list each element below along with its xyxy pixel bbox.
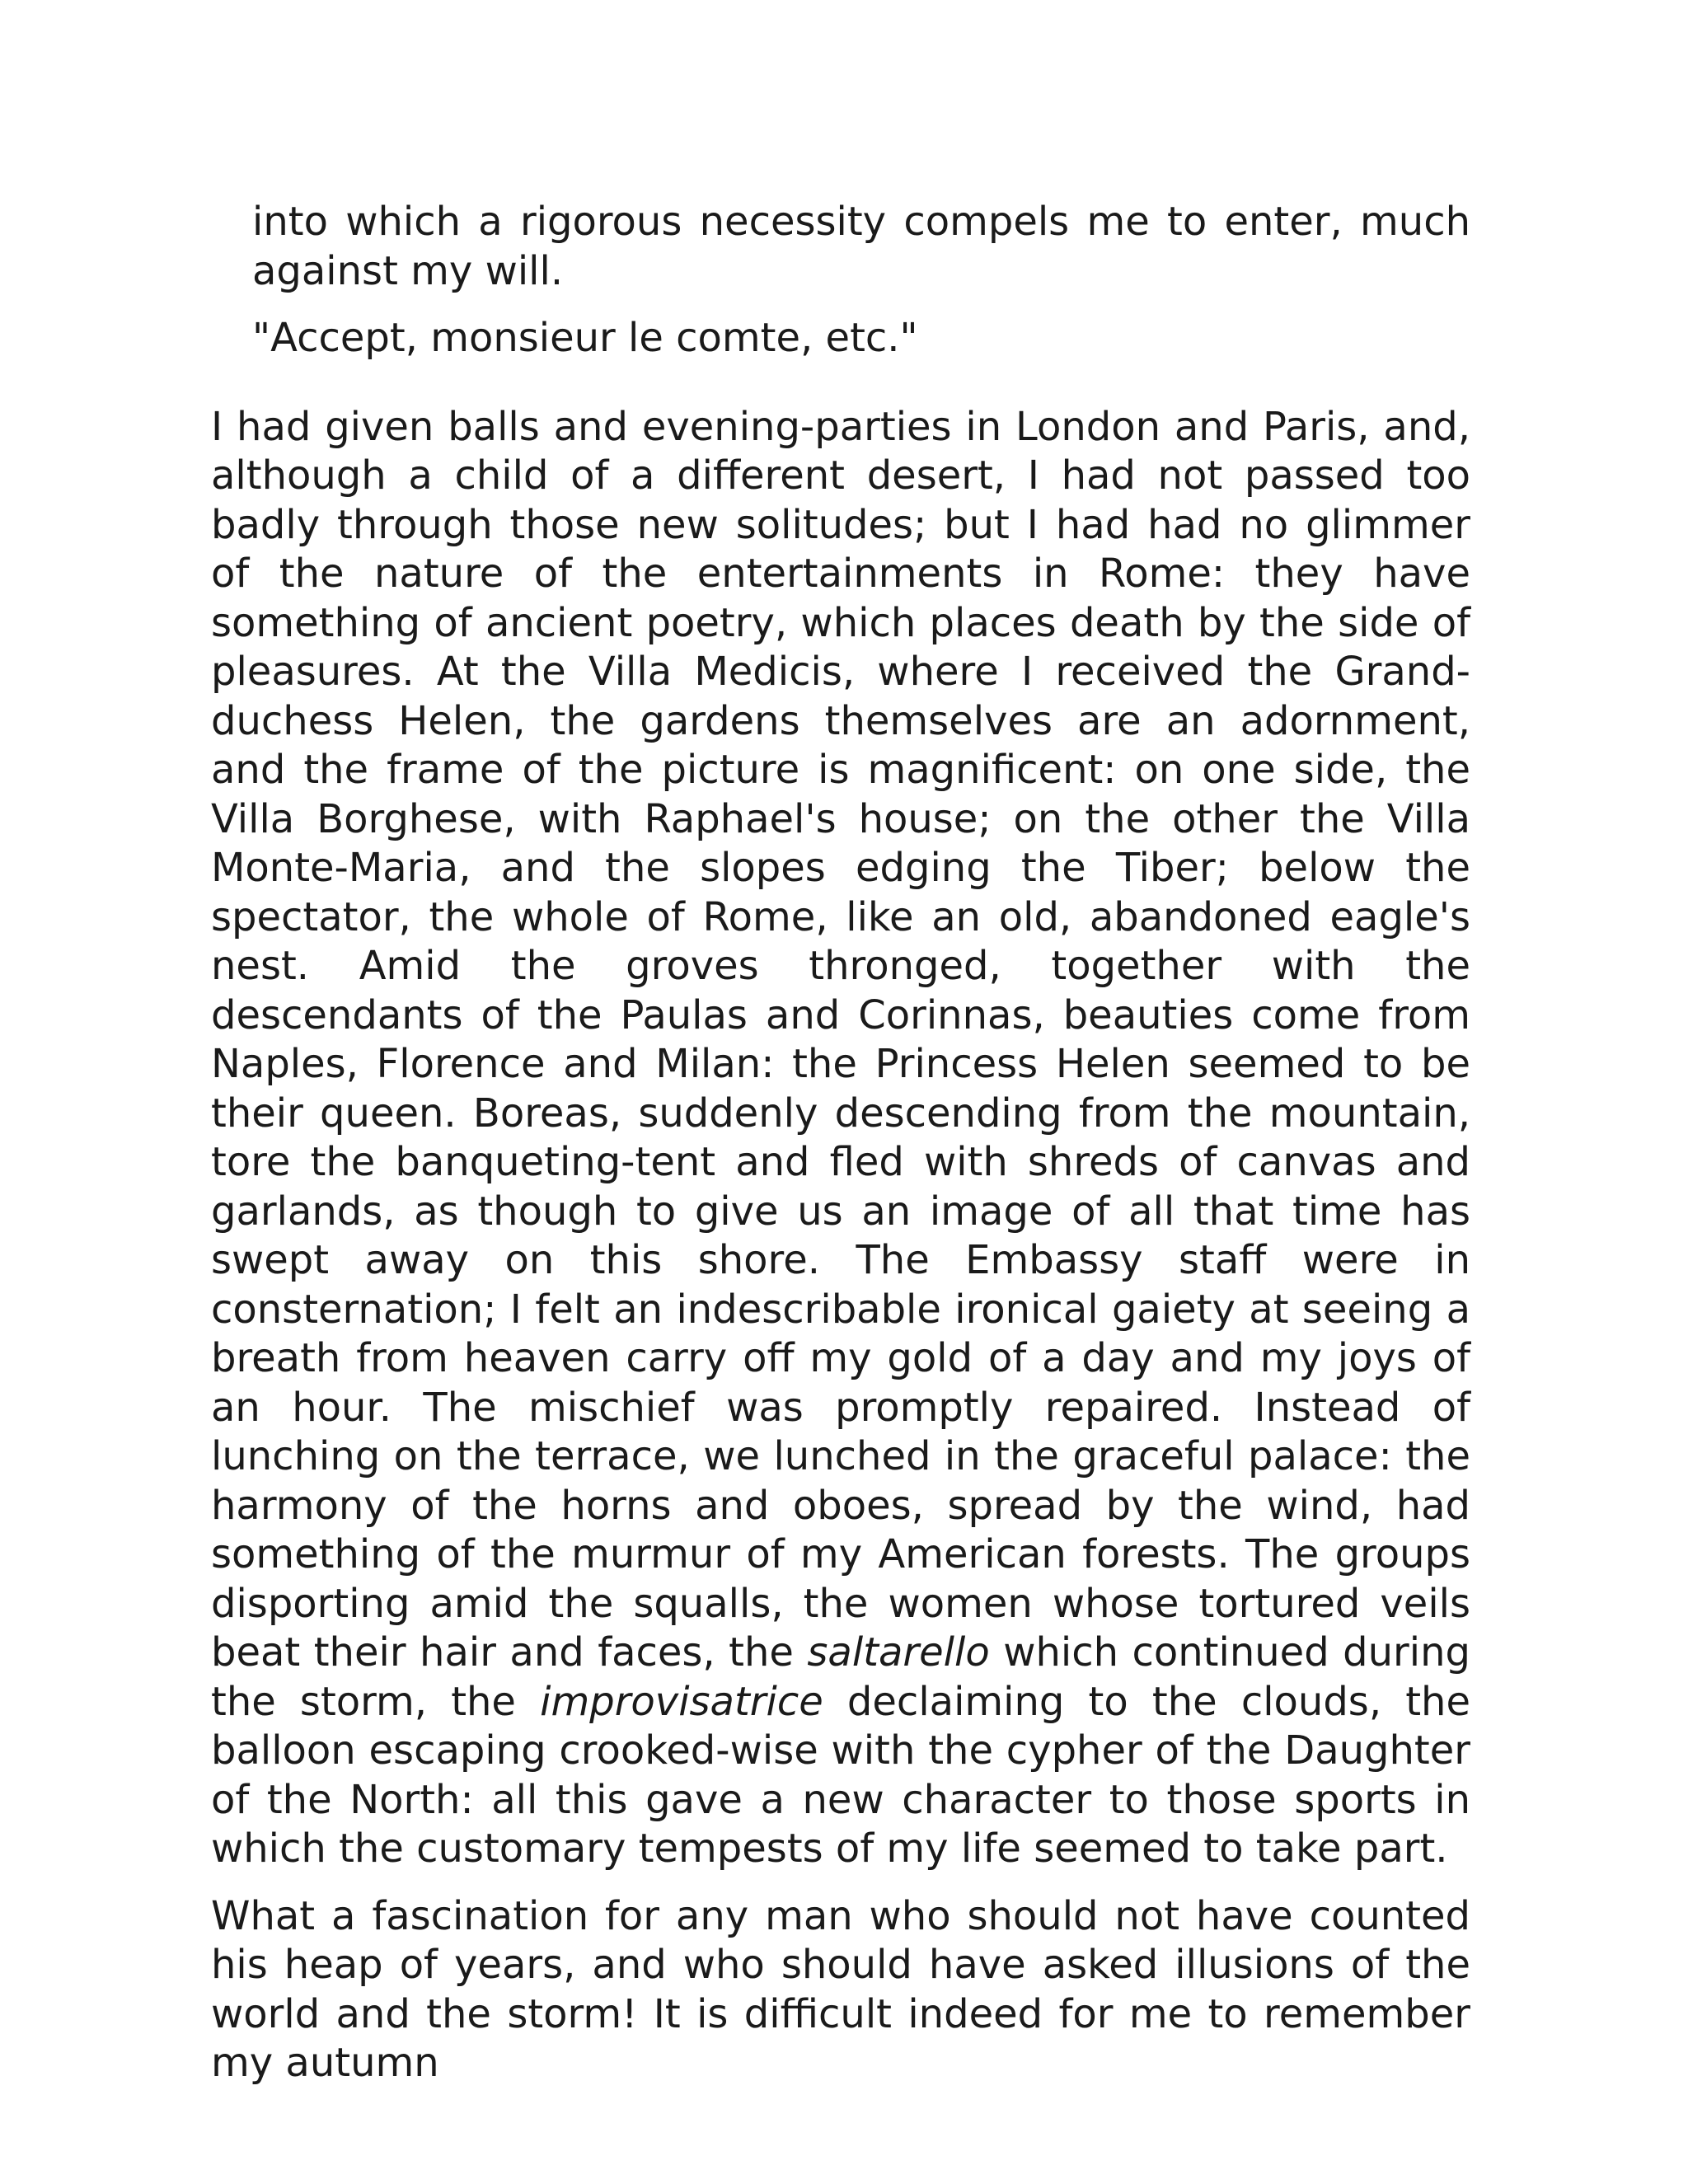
italic-term-improvisatrice: improvisatrice <box>540 1678 823 1725</box>
paragraph-text: which continued during the storm, the <box>211 1629 1471 1725</box>
paragraph-villa-medicis <box>211 403 1470 1874</box>
text-column <box>211 198 1470 2088</box>
paragraph-text: I had given balls and evening-parties in London and Paris, and, although a child of a different desert, I had not passed too badly through those new solitudes; but I had had no glimmer of the nature of the entertainments in Rome: they have something of ancient poetry, which places death by the side of pleasures. At the Villa Medicis, where I received the Grand-duchess Helen, the gardens themselves are an adornment, and the frame of the picture is magnificent: on one side, the Villa Borghese, with Raphael's house; on the other the Villa Monte-Maria, and the slopes edging the Tiber; below the spectator, the whole of Rome, like an old, abandoned eagle's nest. Amid the groves thronged, together with the descendants of the Paulas and Corinnas, beauties come from Naples, Florence and Milan: the Princess Helen seemed to be their queen. Boreas, suddenly descending from the mountain, tore the banqueting-tent and fled with shreds of canvas and garlands, as though to give us an image of all that time has swept away on this shore. The Embassy staff were in consternation; I felt an indescribable ironical gaiety at seeing a breath from heaven carry off my gold of a day and my joys of an hour. The mischief was promptly repaired. Instead of lunching on the terrace, we lunched in the graceful palace: the harmony of the horns and oboes, spread by the wind, had something of the murmur of my American forests. The groups disporting amid the squalls, the women whose tortured veils beat their hair and faces, the <box>211 403 1470 1675</box>
letter-closing: "Accept, monsieur le comte, etc." <box>252 315 918 361</box>
letter-continuation: into which a rigorous necessity compels me to enter, much against my will. <box>252 199 1470 294</box>
paragraph-fascination: What a fascination for any man who should not have counted his heap of years, and who should have asked illusions of the world and the storm! It is difficult indeed for me to remember my autumn <box>211 1892 1470 2086</box>
italic-term-saltarello: saltarello <box>807 1629 990 1675</box>
paragraph-text: declaiming to the clouds, the balloon escaping crooked-wise with the cypher of the Daughter of the North: all this gave a new character to those sports in which the customary tempests of my life seemed to take part. <box>211 1678 1471 1872</box>
